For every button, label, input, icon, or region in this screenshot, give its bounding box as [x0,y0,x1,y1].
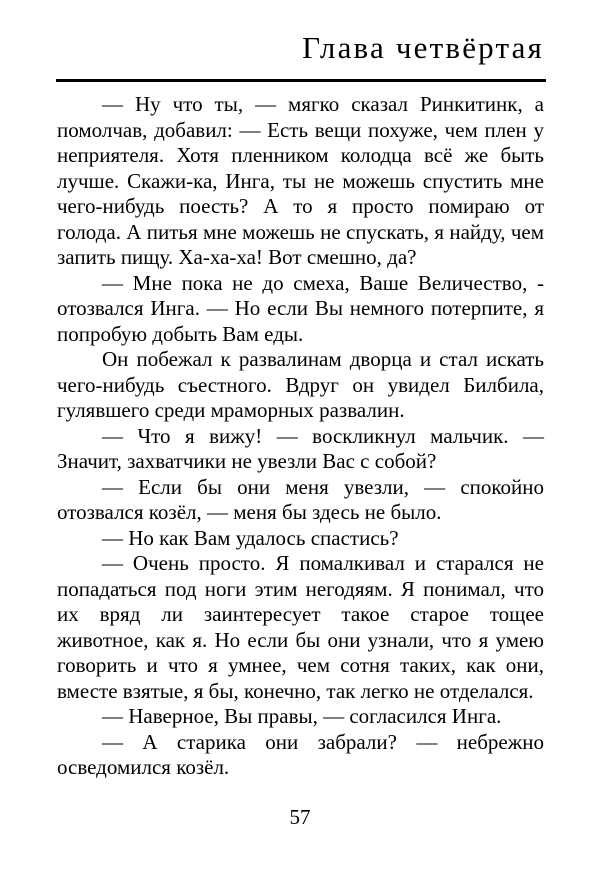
body-text [57,92,544,781]
paragraph: — А старика они забрали? — небрежно осведомился козёл. [57,729,544,779]
chapter-header [56,26,546,70]
paragraph: — Наверное, Вы правы, — согласился Инга. [102,704,502,728]
paragraph: — Мне пока не до смеха, Ваше Величество, - отозвался Инга. — Но если Вы немного потерпите, я попробую добыть Вам еды. [57,270,544,346]
chapter-title: Глава четвёртая [302,30,544,65]
header-rule [56,79,546,82]
paragraph: — Очень просто. Я помалкивал и старался не попадаться под ноги этим негодяям. Я понимал, что их вряд ли заинтересует такое старое тощее животное, как я. Но если бы они узнали, что я умею говорить и что я умнее, чем сотня таких, как они, вместе взятые, я бы, конечно, так легко не отделался. [57,551,544,703]
paragraph: Он побежал к развалинам дворца и стал искать чего-нибудь съестного. Вдруг он увидел Билбила, гулявшего среди мраморных развалин. [57,347,544,422]
paragraph: — Что я вижу! — воскликнул мальчик. — Значит, захватчики не увезли Вас с собой? [57,423,544,473]
paragraph: — Если бы они меня увезли, — спокойно отозвался козёл, — меня бы здесь не было. [57,474,544,524]
paragraph: — Ну что ты, — мягко сказал Ринкитинк, а помолчав, добавил: — Есть вещи похуже, чем плен у неприятеля. Хотя пленником колодца всё же быть лучше. Скажи-ка, Инга, ты не можешь спустить мне чего-нибудь поесть? А то я просто помираю от голода. А питья мне можешь не спускать, я найду, чем запить пищу. Ха-ха-ха! Вот смешно, да? [57,92,544,269]
paragraph: — Но как Вам удалось спастись? [102,525,399,550]
page-number: 57 [289,805,311,829]
